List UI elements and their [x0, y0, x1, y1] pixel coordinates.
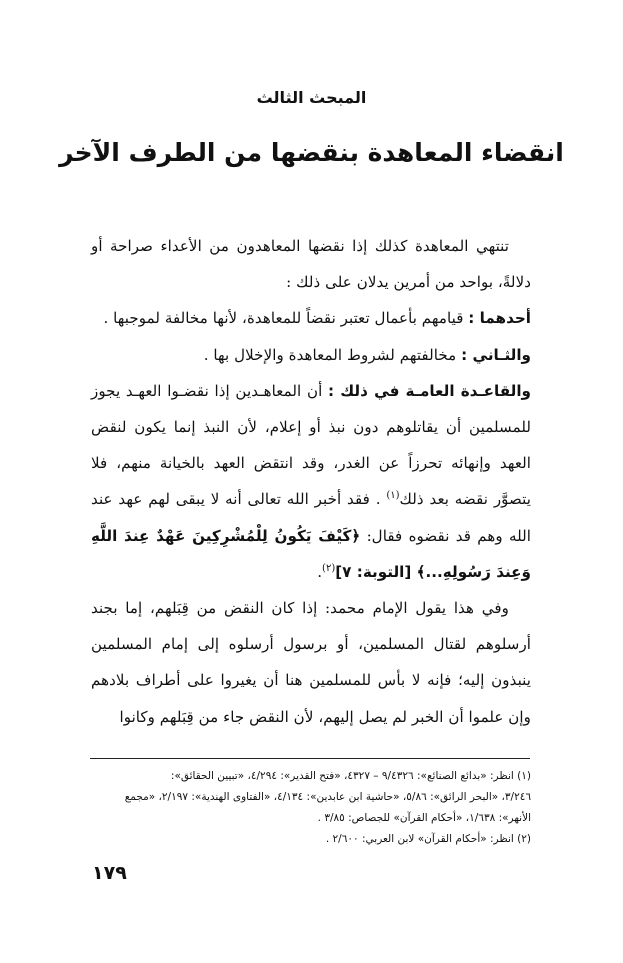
- first-point-label: أحدهما :: [468, 309, 531, 328]
- section-label: المبحث الثالث: [256, 88, 367, 107]
- second-point-text: مخالفتهم لشروط المعاهدة والإخلال بها .: [203, 345, 462, 364]
- paragraph-imam-muhammad: وفي هذا يقول الإمام محمد: إذا كان النقض من قِبَلهم، إما بجند أرسلوهم لقتال المسلمين، أو برسول أرسلوه إلى إمام المسلمين ينبذون إليه؛ فإنه لا بأس للمسلمين هنا أن يغيروا على أطراف بلادهم وإن علموا أن الخبر لم يصل إليهم، لأن النقض جاء من قِبَلهم وكانوا: [91, 599, 531, 726]
- paragraph-first-point: [91, 300, 531, 336]
- general-rule-text: أن المعاهـدين إذا نقضـوا العهـد يجوز للمسلمين أن يقاتلوهم دون نبذ أو إعلام، لأن النبذ إنما يكون لنقض العهد وإنهائه تحرزاً عن الغدر، وقد انتقض العهد بالخيانة منهم، فلا يتصوَّر نقضه بعد ذلك: [91, 381, 531, 509]
- quran-verse: ﴿كَيْفَ يَكُونُ لِلْمُشْرِكِينَ عَهْدٌ عِندَ اللَّهِ وَعِندَ رَسُولِهِ...﴾: [91, 526, 531, 581]
- general-rule-text-2: . فقد أخبر الله تعالى أنه لا يبقى لهم عهد عند الله وهم قد نقضوه فقال:: [91, 490, 531, 545]
- footnote-1-line-1: (١) انظر: «بدائع الصنائع»: ٩/٤٣٢٦ – ٤٣٢٧، «فتح القدير»: ٤/٢٩٤، «تبيين الحقائق»:: [170, 770, 531, 782]
- footnote-2: (٢) انظر: «أحكام القرآن» لابن العربي: ٢/٦٠٠ .: [325, 833, 531, 845]
- footnotes: [87, 766, 531, 850]
- paragraph-general-rule: [91, 373, 531, 590]
- footnote-divider: [90, 758, 530, 759]
- footnote-1-line-3: الأنهر»: ١/٦٣٨، «أحكام القرآن» للجصاص: ٣/٨٥ .: [317, 812, 531, 824]
- verse-source: [التوبة: ٧]: [335, 562, 417, 581]
- paragraph-second-point: [91, 337, 531, 373]
- second-point-label: والثـاني :: [461, 345, 531, 364]
- chapter-title: انقضاء المعاهدة بنقضها من الطرف الآخر: [59, 138, 564, 167]
- general-rule-end: .: [317, 562, 323, 581]
- paragraph-intro: تنتهي المعاهدة كذلك إذا نقضها المعاهدون من الأعداء صراحة أو دلالةً، بواحد من أمرين يدلان على ذلك :: [91, 237, 531, 292]
- page-number: ١٧٩: [92, 862, 127, 884]
- body-text: [91, 228, 531, 735]
- first-point-text: قيامهم بأعمال تعتبر نقضاً للمعاهدة، لأنها مخالفة لموجبها .: [103, 309, 469, 328]
- general-rule-label: والقاعـدة العامـة في ذلك :: [328, 381, 531, 400]
- footnote-ref-2[interactable]: (٢): [322, 562, 336, 574]
- footnote-1-line-2: ٣/٢٤٦، «البحر الرائق»: ٥/٨٦، «حاشية ابن عابدين»: ٤/١٣٤، «الفتاوى الهندية»: ٢/١٩٧، «مجمع: [124, 791, 531, 803]
- footnote-ref-1[interactable]: (١): [386, 490, 400, 502]
